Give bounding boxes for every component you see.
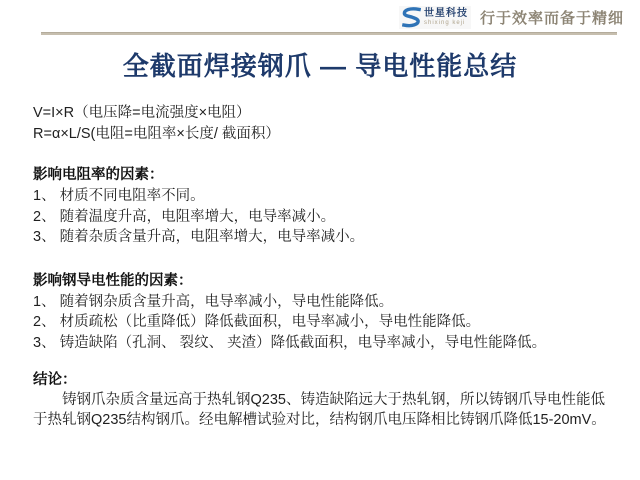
section-heading: 影响钢导电性能的因素： — [33, 272, 193, 289]
header-divider-line — [41, 32, 617, 35]
s-logo-icon — [402, 7, 421, 28]
section-conductivity-factors — [33, 271, 616, 354]
slide-title: 全截面焊接钢爪 — 导电性能总结 — [122, 51, 518, 81]
section-conclusion — [33, 370, 616, 430]
section-heading: 影响电阻率的因素： — [33, 167, 164, 183]
list-item: 1、 随着钢杂质含量升高，电导率减小，导电性能降低。 — [33, 293, 394, 310]
brand-text-block — [424, 9, 468, 26]
company-logo — [399, 6, 471, 29]
slide-header — [399, 6, 624, 29]
conclusion-heading: 结论： — [33, 372, 77, 388]
brand-name: 世星科技 — [423, 8, 468, 19]
slide-body — [33, 103, 616, 430]
list-item: 2、 材质疏松（比重降低）降低截面积，电导率减小，导电性能降低。 — [33, 314, 481, 330]
list-item: 2、 随着温度升高，电阻率增大，电导率减小。 — [33, 208, 336, 225]
section-resistivity-factors — [33, 165, 616, 248]
list-item: 3、 铸造缺陷（孔洞、 裂纹、 夹渣）降低截面积，电导率减小，导电性能降低。 — [33, 334, 547, 351]
conclusion-body: 铸钢爪杂质含量远高于热轧钢Q235、铸造缺陷远大于热轧钢，所以铸钢爪导电性能低于热轧钢Q235结构钢爪。经电解槽试验对比，结构钢爪电压降相比铸钢爪降低15-20mV。 — [33, 392, 606, 428]
list-item: 1、 材质不同电阻率不同。 — [33, 188, 205, 204]
formula-voltage-drop: V=I×R（电压降=电流强度×电阻） — [33, 105, 251, 121]
formula-resistance: R=α×L/S(电阻=电阻率×长度/ 截面积） — [33, 126, 280, 142]
brand-subtext: shixing keji — [423, 20, 466, 26]
list-item: 3、 随着杂质含量升高，电阻率增大，电导率减小。 — [33, 229, 365, 245]
company-tagline: 行于效率而备于精细 — [479, 10, 624, 27]
